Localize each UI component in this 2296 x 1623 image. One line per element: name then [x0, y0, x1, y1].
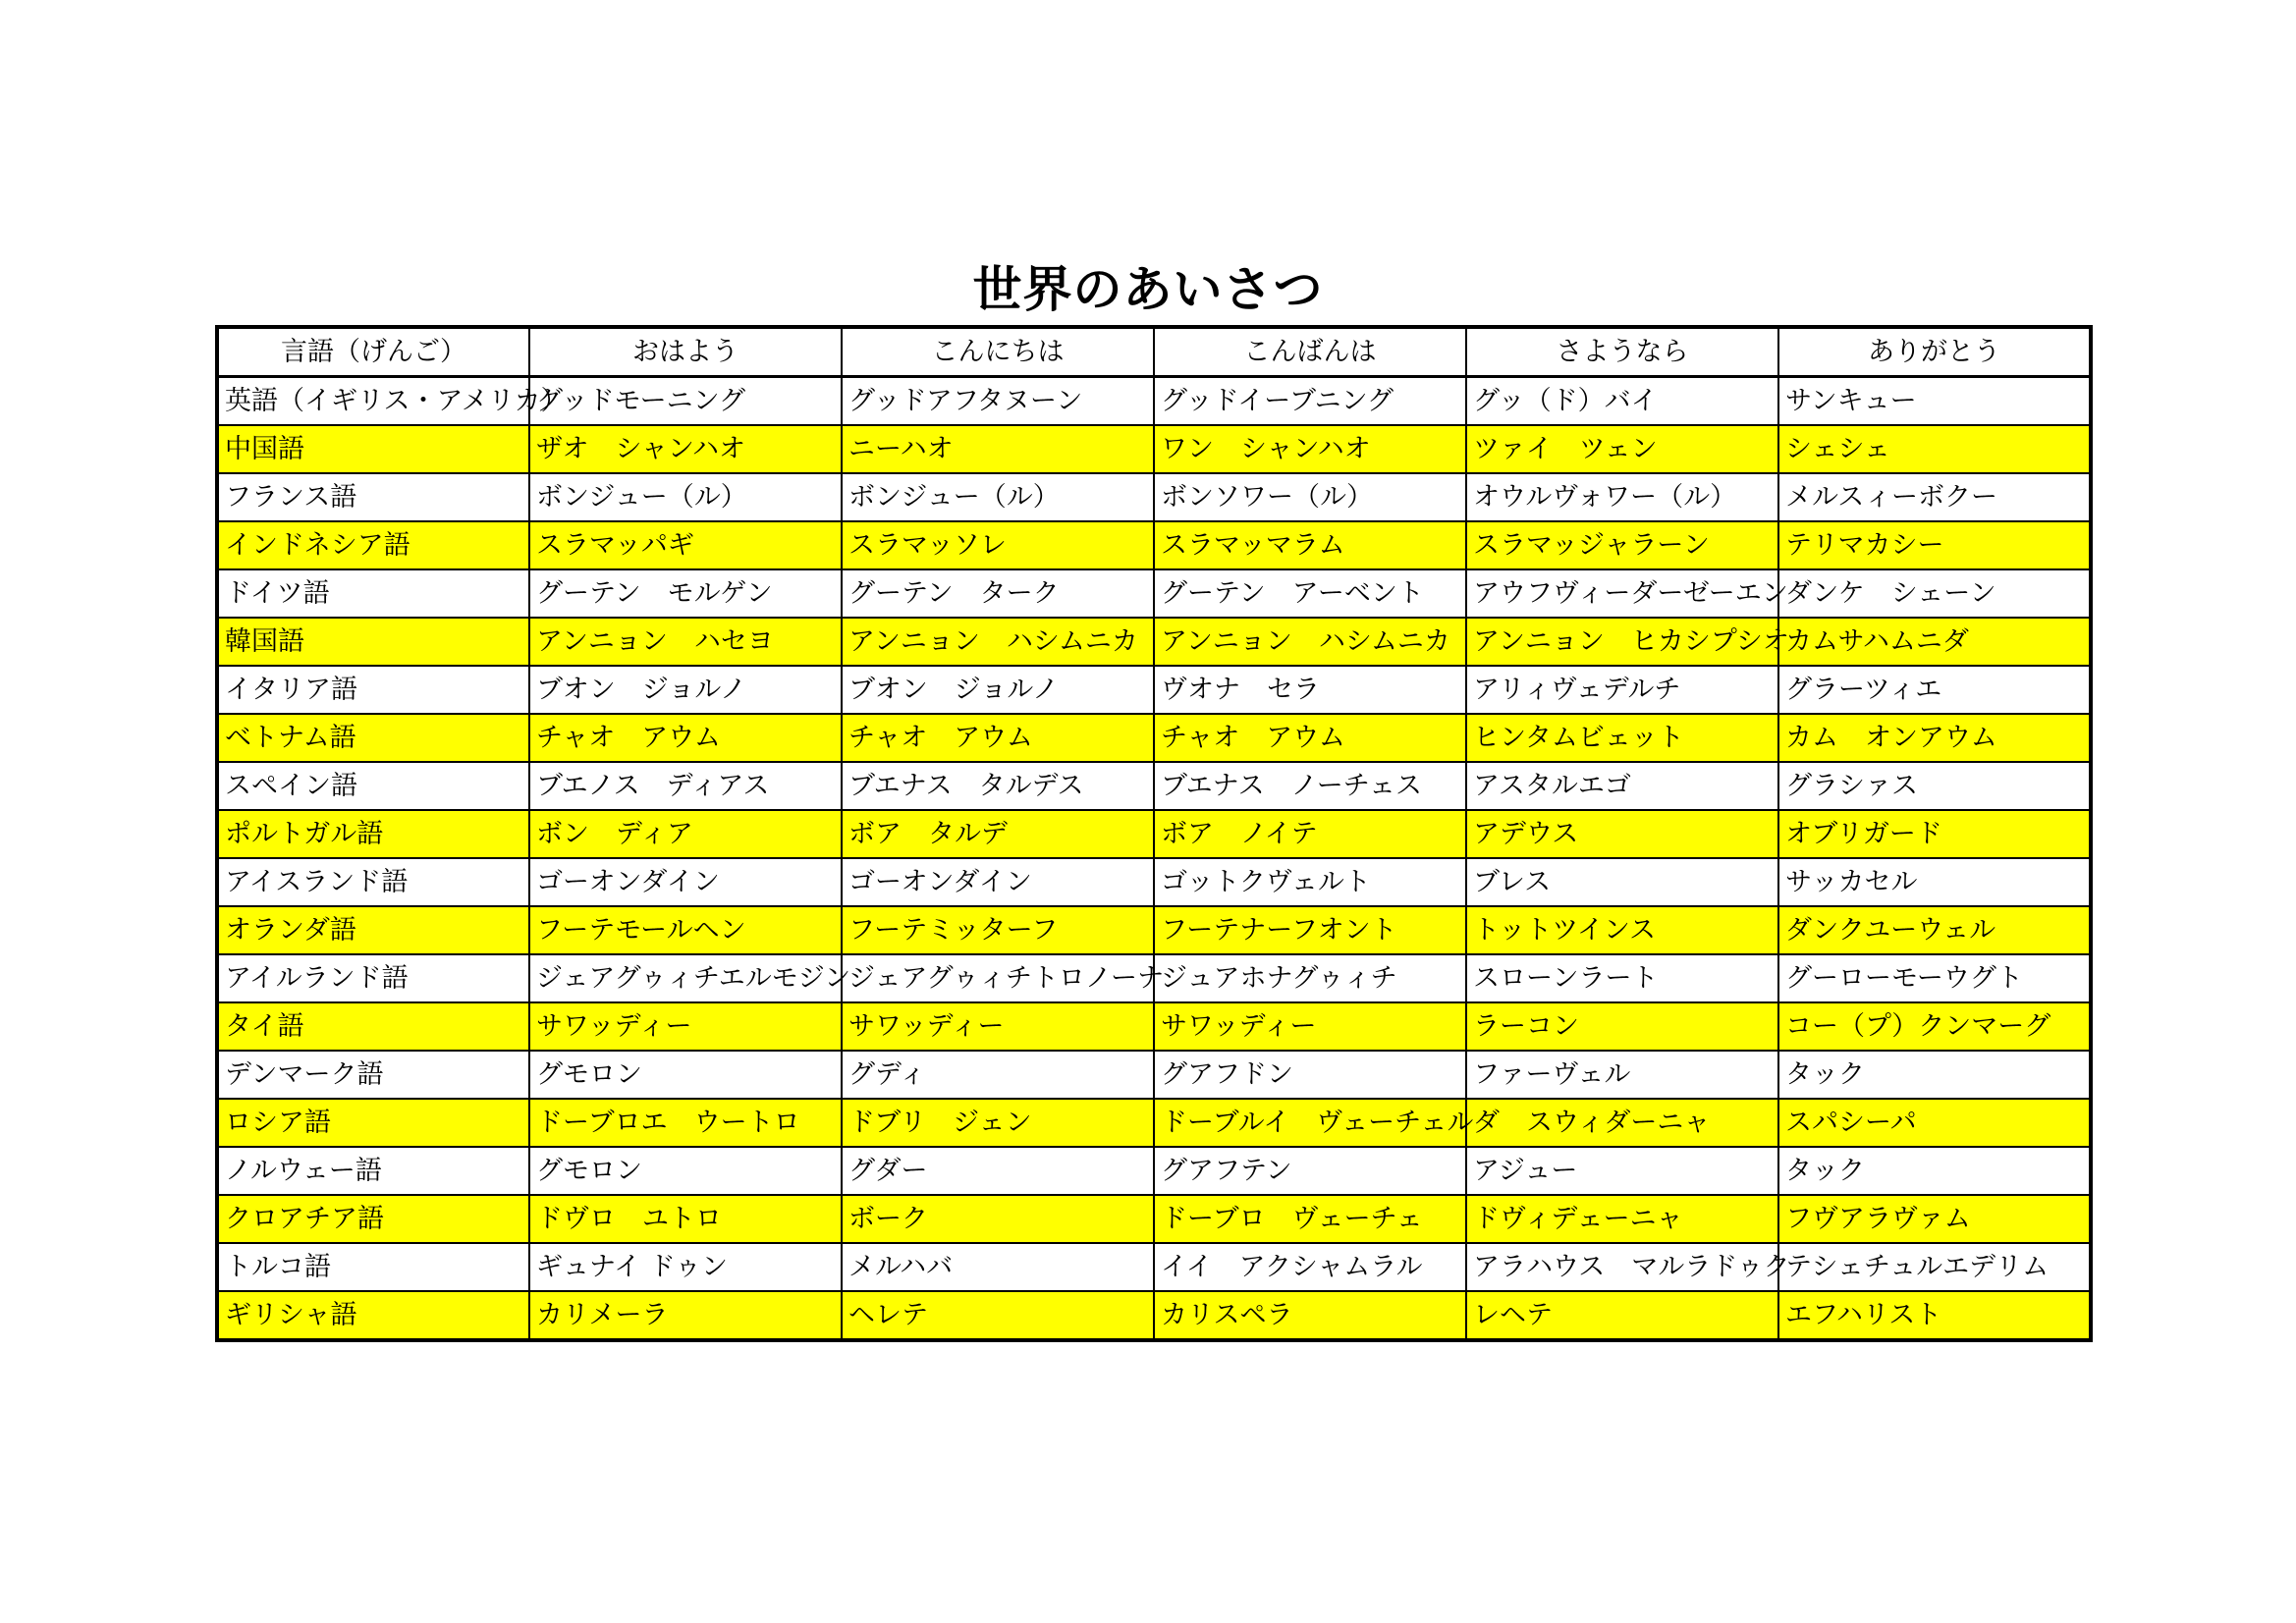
greeting-cell-goodbye: トットツインス: [1466, 906, 1778, 954]
greeting-cell-good-evening: グーテン アーベント: [1154, 569, 1466, 618]
greeting-cell-good-evening: グアフドン: [1154, 1051, 1466, 1099]
greeting-cell-good-evening: グッドイーブニング: [1154, 377, 1466, 426]
greeting-cell-goodbye: アリィヴェデルチ: [1466, 666, 1778, 714]
language-cell: ノルウェー語: [217, 1147, 529, 1195]
table-row: [217, 810, 2091, 858]
table-row: [217, 666, 2091, 714]
greeting-cell-hello: ヘレテ: [842, 1291, 1154, 1340]
greeting-cell-thank-you: タック: [1778, 1051, 2091, 1099]
greeting-cell-thank-you: グーローモーウグト: [1778, 954, 2091, 1002]
table-row: [217, 1195, 2091, 1243]
greeting-cell-good-evening: ジュアホナグゥィチ: [1154, 954, 1466, 1002]
table-row: [217, 1291, 2091, 1340]
table-row: [217, 569, 2091, 618]
greeting-cell-hello: ジェアグゥィチトロノーナ: [842, 954, 1154, 1002]
greeting-cell-good-morning: グッドモーニング: [529, 377, 842, 426]
greeting-cell-hello: ブオン ジョルノ: [842, 666, 1154, 714]
greeting-cell-good-morning: グーテン モルゲン: [529, 569, 842, 618]
greeting-cell-good-morning: ジェアグゥィチエルモジン: [529, 954, 842, 1002]
greeting-cell-good-evening: ゴットクヴェルト: [1154, 858, 1466, 906]
greeting-cell-thank-you: メルスィーボクー: [1778, 473, 2091, 521]
greeting-cell-hello: グッドアフタヌーン: [842, 377, 1154, 426]
greeting-cell-goodbye: ダ スウィダーニャ: [1466, 1099, 1778, 1147]
greeting-cell-good-morning: サワッディー: [529, 1002, 842, 1051]
column-header-good-morning: おはよう: [529, 327, 842, 377]
language-cell: 韓国語: [217, 618, 529, 666]
greeting-cell-good-morning: ドヴロ ユトロ: [529, 1195, 842, 1243]
greeting-cell-good-morning: ボンジュー（ル）: [529, 473, 842, 521]
column-header-goodbye: さようなら: [1466, 327, 1778, 377]
greeting-cell-goodbye: ドヴィデェーニャ: [1466, 1195, 1778, 1243]
table-row: [217, 521, 2091, 569]
greeting-cell-goodbye: アジュー: [1466, 1147, 1778, 1195]
greeting-cell-thank-you: エフハリスト: [1778, 1291, 2091, 1340]
greeting-cell-good-evening: スラマッマラム: [1154, 521, 1466, 569]
greeting-cell-good-morning: フーテモールヘン: [529, 906, 842, 954]
greeting-cell-thank-you: サッカセル: [1778, 858, 2091, 906]
greeting-cell-hello: ボーク: [842, 1195, 1154, 1243]
greeting-cell-good-morning: アンニョン ハセヨ: [529, 618, 842, 666]
language-cell: アイルランド語: [217, 954, 529, 1002]
language-cell: ギリシャ語: [217, 1291, 529, 1340]
greeting-cell-hello: グダー: [842, 1147, 1154, 1195]
greeting-cell-hello: フーテミッターフ: [842, 906, 1154, 954]
greeting-cell-goodbye: レヘテ: [1466, 1291, 1778, 1340]
greeting-cell-good-evening: アンニョン ハシムニカ: [1154, 618, 1466, 666]
greeting-cell-good-morning: ザオ シャンハオ: [529, 425, 842, 473]
table-row: [217, 618, 2091, 666]
greeting-cell-goodbye: ファーヴェル: [1466, 1051, 1778, 1099]
greeting-cell-hello: ブエナス タルデス: [842, 762, 1154, 810]
greeting-cell-good-evening: ドーブルイ ヴェーチェル: [1154, 1099, 1466, 1147]
greeting-cell-thank-you: ダンケ シェーン: [1778, 569, 2091, 618]
table-row: [217, 1099, 2091, 1147]
greeting-cell-thank-you: グラーツィエ: [1778, 666, 2091, 714]
greeting-cell-good-evening: ヴオナ セラ: [1154, 666, 1466, 714]
greeting-cell-hello: ドブリ ジェン: [842, 1099, 1154, 1147]
table-row: [217, 1147, 2091, 1195]
greeting-cell-goodbye: スラマッジャラーン: [1466, 521, 1778, 569]
greeting-cell-thank-you: サンキュー: [1778, 377, 2091, 426]
language-cell: ポルトガル語: [217, 810, 529, 858]
column-header-thank-you: ありがとう: [1778, 327, 2091, 377]
table-row: [217, 858, 2091, 906]
table-row: [217, 762, 2091, 810]
greeting-cell-good-morning: ゴーオンダイン: [529, 858, 842, 906]
column-header-hello: こんにちは: [842, 327, 1154, 377]
language-cell: ドイツ語: [217, 569, 529, 618]
greeting-cell-thank-you: コー（プ）クンマーグ: [1778, 1002, 2091, 1051]
greeting-cell-hello: ニーハオ: [842, 425, 1154, 473]
greeting-cell-hello: グディ: [842, 1051, 1154, 1099]
greeting-cell-good-evening: ボア ノイテ: [1154, 810, 1466, 858]
greeting-cell-thank-you: フヴアラヴァム: [1778, 1195, 2091, 1243]
column-header-language: 言語（げんご）: [217, 327, 529, 377]
page-title: 世界のあいさつ: [972, 261, 1324, 318]
greeting-cell-good-morning: グモロン: [529, 1051, 842, 1099]
greeting-cell-hello: アンニョン ハシムニカ: [842, 618, 1154, 666]
greeting-cell-good-evening: ドーブロ ヴェーチェ: [1154, 1195, 1466, 1243]
greetings-table: [215, 325, 2093, 1342]
greeting-cell-hello: メルハバ: [842, 1243, 1154, 1291]
language-cell: タイ語: [217, 1002, 529, 1051]
language-cell: クロアチア語: [217, 1195, 529, 1243]
greeting-cell-hello: ボンジュー（ル）: [842, 473, 1154, 521]
greeting-cell-good-morning: スラマッパギ: [529, 521, 842, 569]
greeting-cell-thank-you: ダンクユーウェル: [1778, 906, 2091, 954]
greeting-cell-hello: スラマッソレ: [842, 521, 1154, 569]
greeting-cell-thank-you: カム オンアウム: [1778, 714, 2091, 762]
greeting-cell-goodbye: アラハウス マルラドゥク: [1466, 1243, 1778, 1291]
language-cell: オランダ語: [217, 906, 529, 954]
greeting-cell-good-morning: カリメーラ: [529, 1291, 842, 1340]
table-row: [217, 1051, 2091, 1099]
language-cell: アイスランド語: [217, 858, 529, 906]
language-cell: イタリア語: [217, 666, 529, 714]
greeting-cell-hello: グーテン ターク: [842, 569, 1154, 618]
language-cell: 中国語: [217, 425, 529, 473]
table-row: [217, 1243, 2091, 1291]
greeting-cell-good-evening: チャオ アウム: [1154, 714, 1466, 762]
header-row: [217, 327, 2091, 377]
greeting-cell-good-morning: ブオン ジョルノ: [529, 666, 842, 714]
greeting-cell-goodbye: ツァイ ツェン: [1466, 425, 1778, 473]
greeting-cell-good-evening: サワッディー: [1154, 1002, 1466, 1051]
table-row: [217, 377, 2091, 426]
table-row: [217, 714, 2091, 762]
greeting-cell-thank-you: グラシァス: [1778, 762, 2091, 810]
table-row: [217, 1002, 2091, 1051]
greeting-cell-good-evening: ボンソワー（ル）: [1154, 473, 1466, 521]
language-cell: デンマーク語: [217, 1051, 529, 1099]
language-cell: インドネシア語: [217, 521, 529, 569]
greeting-cell-goodbye: アスタルエゴ: [1466, 762, 1778, 810]
greeting-cell-good-evening: グアフテン: [1154, 1147, 1466, 1195]
greeting-cell-good-morning: グモロン: [529, 1147, 842, 1195]
table-row: [217, 473, 2091, 521]
language-cell: トルコ語: [217, 1243, 529, 1291]
greeting-cell-goodbye: グッ（ド）バイ: [1466, 377, 1778, 426]
greeting-cell-good-morning: ブエノス ディアス: [529, 762, 842, 810]
greeting-cell-good-evening: ワン シャンハオ: [1154, 425, 1466, 473]
language-cell: スペイン語: [217, 762, 529, 810]
greeting-cell-thank-you: テリマカシー: [1778, 521, 2091, 569]
table-row: [217, 906, 2091, 954]
greeting-cell-good-evening: カリスペラ: [1154, 1291, 1466, 1340]
greeting-cell-thank-you: オブリガード: [1778, 810, 2091, 858]
greeting-cell-thank-you: テシェチュルエデリム: [1778, 1243, 2091, 1291]
language-cell: ベトナム語: [217, 714, 529, 762]
greeting-cell-hello: サワッディー: [842, 1002, 1154, 1051]
table-row: [217, 954, 2091, 1002]
greeting-cell-thank-you: スパシーパ: [1778, 1099, 2091, 1147]
greeting-cell-goodbye: アウフヴィーダーゼーエン: [1466, 569, 1778, 618]
language-cell: 英語（イギリス・アメリカ）: [217, 377, 529, 426]
greeting-cell-goodbye: ブレス: [1466, 858, 1778, 906]
greeting-cell-good-evening: ブエナス ノーチェス: [1154, 762, 1466, 810]
greeting-cell-thank-you: シェシェ: [1778, 425, 2091, 473]
table-body: [217, 377, 2091, 1341]
greeting-cell-goodbye: スローンラート: [1466, 954, 1778, 1002]
greeting-cell-hello: チャオ アウム: [842, 714, 1154, 762]
greeting-cell-goodbye: オウルヴォワー（ル）: [1466, 473, 1778, 521]
column-header-good-evening: こんばんは: [1154, 327, 1466, 377]
language-cell: フランス語: [217, 473, 529, 521]
greeting-cell-good-morning: ギュナイ ドゥン: [529, 1243, 842, 1291]
greeting-cell-goodbye: アンニョン ヒカシプシオ: [1466, 618, 1778, 666]
greeting-cell-good-morning: チャオ アウム: [529, 714, 842, 762]
table-row: [217, 425, 2091, 473]
greeting-cell-good-morning: ドーブロエ ウートロ: [529, 1099, 842, 1147]
greeting-cell-thank-you: カムサハムニダ: [1778, 618, 2091, 666]
language-cell: ロシア語: [217, 1099, 529, 1147]
greeting-cell-goodbye: ラーコン: [1466, 1002, 1778, 1051]
greeting-cell-good-evening: イイ アクシャムラル: [1154, 1243, 1466, 1291]
greeting-cell-good-evening: フーテナーフオント: [1154, 906, 1466, 954]
greeting-cell-hello: ゴーオンダイン: [842, 858, 1154, 906]
greeting-cell-good-morning: ボン ディア: [529, 810, 842, 858]
greeting-cell-goodbye: ヒンタムビェット: [1466, 714, 1778, 762]
greeting-cell-goodbye: アデウス: [1466, 810, 1778, 858]
greeting-cell-thank-you: タック: [1778, 1147, 2091, 1195]
greeting-cell-hello: ボア タルデ: [842, 810, 1154, 858]
